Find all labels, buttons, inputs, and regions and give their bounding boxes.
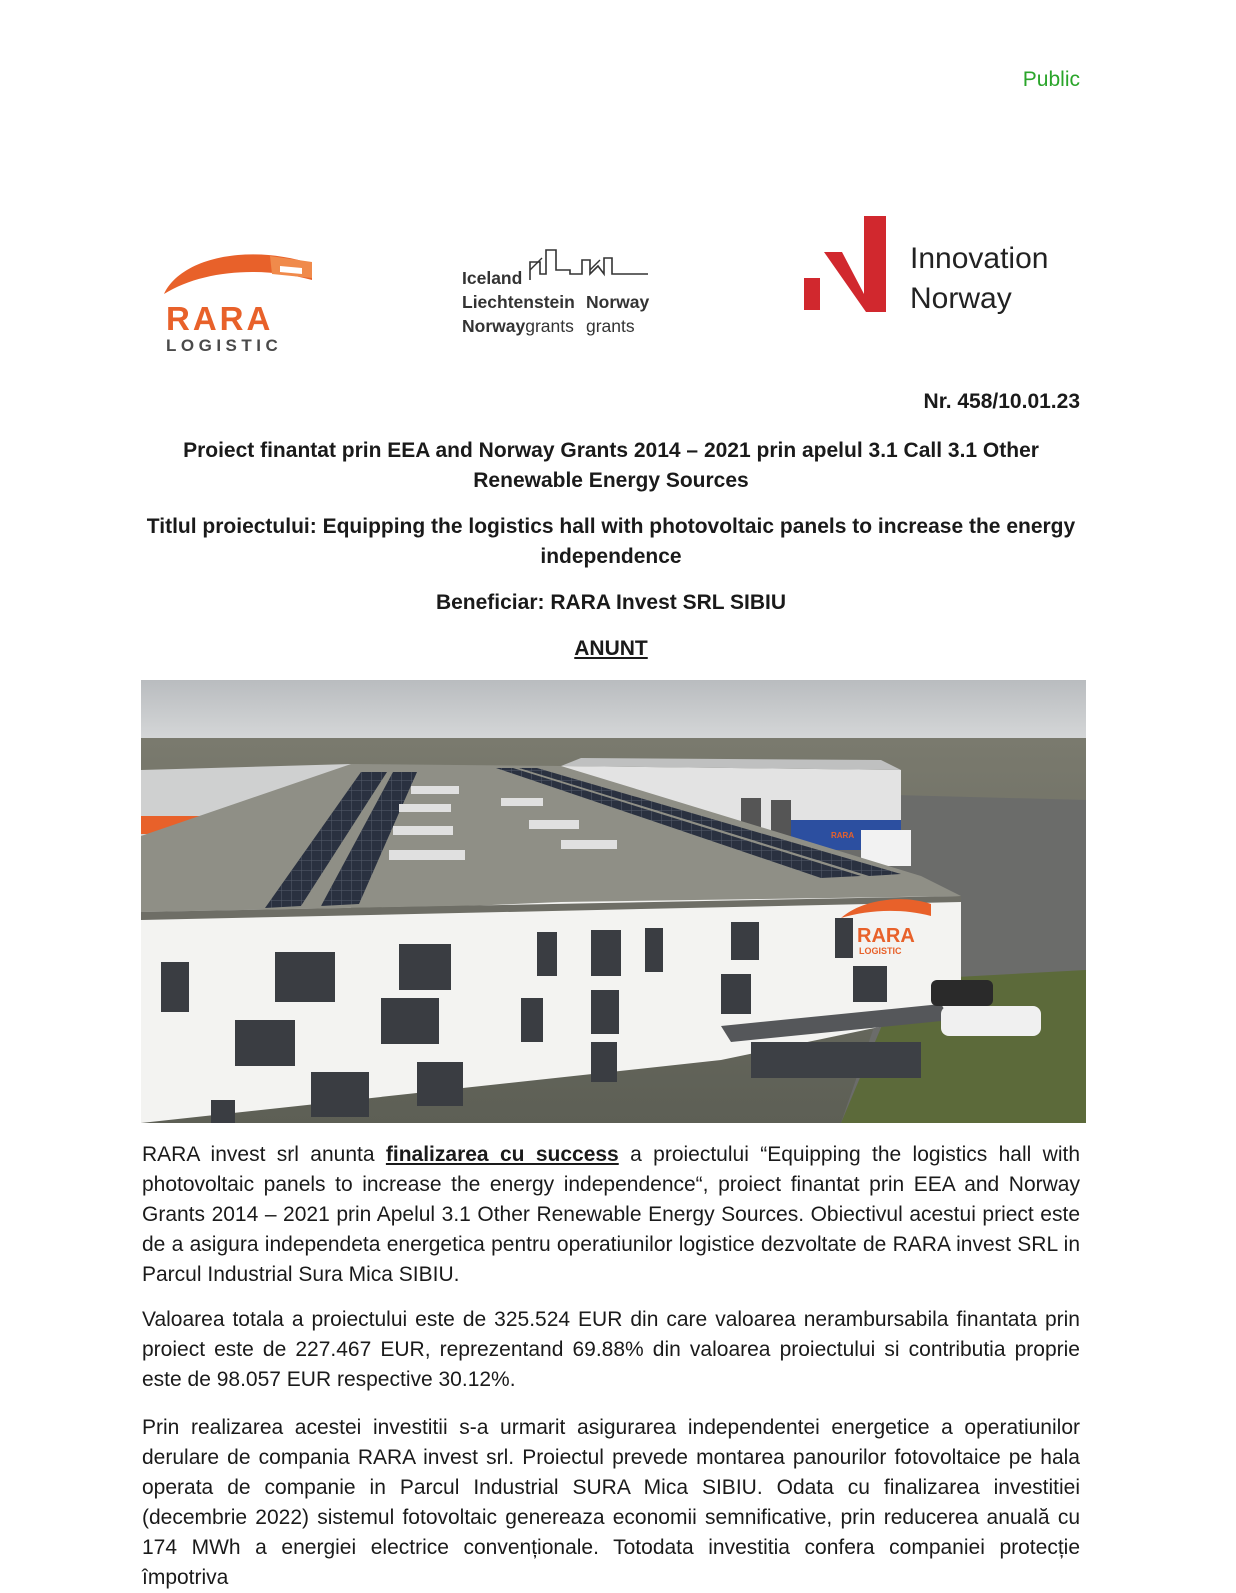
eea-logo-grants-right: grants xyxy=(586,316,635,336)
innovation-norway-mark-icon xyxy=(802,212,892,317)
project-title-heading: Titlul proiectului: Equipping the logistics hall with photovoltaic panels to increase the energy independence xyxy=(146,515,1076,568)
eea-logo-norway: Norway xyxy=(586,292,650,312)
rara-truck-icon xyxy=(162,248,322,308)
building-logo-word: RARA xyxy=(857,925,915,947)
paragraph-investment-purpose: Prin realizarea acestei investitii s-a urmarit asigurarea independentei energetice a operatiunilor derulare de compania RARA invest srl. Proiectul prevede montarea panourilor fotovoltaice pe hala operata de companie in Parcul Industrial SURA Mica SIBIU. Odata cu finalizarea investitiei (decembrie 2022) sistemul fotovoltaic genereaza economii semnificative, prin reducerea anuală cu 174 MWh a energiei electrice convenționale. Totodata investitia confera companiei protecție împotriva xyxy=(142,1416,1080,1589)
innovation-norway-line1: Innovation xyxy=(910,242,1049,275)
eea-logo-grants-light: grants xyxy=(525,316,574,336)
beneficiary-heading: Beneficiar: RARA Invest SRL SIBIU xyxy=(435,591,787,614)
paragraph-project-value: Valoarea totala a proiectului este de 325.524 EUR din care valoarea nerambursabila finantata prin proiect este de 227.467 EUR, reprezentand 69.88% din valoarea proiectului si contributia proprie este de 98.057 EUR respective 30.12%. xyxy=(142,1308,1080,1391)
paragraph-completion-announcement xyxy=(142,1140,1080,1290)
innovation-norway-logo xyxy=(802,212,1052,327)
rara-logo-word: RARA xyxy=(166,300,274,337)
building-logo-sub: LOGISTIC xyxy=(859,946,902,956)
truck-label: RARA xyxy=(831,831,855,840)
p1-text-before: RARA invest srl anunta xyxy=(142,1143,386,1166)
building-photo xyxy=(141,680,1086,1123)
logo-row xyxy=(140,200,1090,360)
p1-emphasis: finalizarea cu success xyxy=(385,1143,619,1166)
document-reference-number: Nr. 458/10.01.23 xyxy=(923,390,1080,413)
logistics-hall-aerial-image xyxy=(141,680,1086,1123)
eea-logo-liechtenstein: Liechtenstein xyxy=(462,292,575,312)
eea-logo-norway-bold: Norway xyxy=(462,316,526,336)
innovation-norway-line2: Norway xyxy=(910,282,1012,315)
announcement-heading: ANUNT xyxy=(574,637,648,660)
eea-logo-norway-grants xyxy=(462,316,574,337)
rara-logistic-logo xyxy=(162,248,322,355)
rara-logo-sub: LOGISTIC xyxy=(166,336,283,355)
p1-text-after: a proiectului “Equipping the logistics hall with photovoltaic panels to increase the energy independence“, proiect finantat prin EEA and Norway Grants 2014 – 2021 prin Apelul 3.1 Other Renewable Energy Sources. Obiectivul acestui priect este de a asigura independeta energetica pentru operatiunilor logistice dezvoltate de RARA invest SRL in Parcul Industrial Sura Mica SIBIU. xyxy=(142,1143,1080,1286)
funding-heading: Proiect finantat prin EEA and Norway Grants 2014 – 2021 prin apelul 3.1 Call 3.1 Other Renewable Energy Sources xyxy=(183,439,1039,492)
eea-norway-grants-logo xyxy=(462,244,662,344)
classification-label: Public xyxy=(1022,68,1080,91)
eea-logo-iceland: Iceland xyxy=(462,268,523,288)
